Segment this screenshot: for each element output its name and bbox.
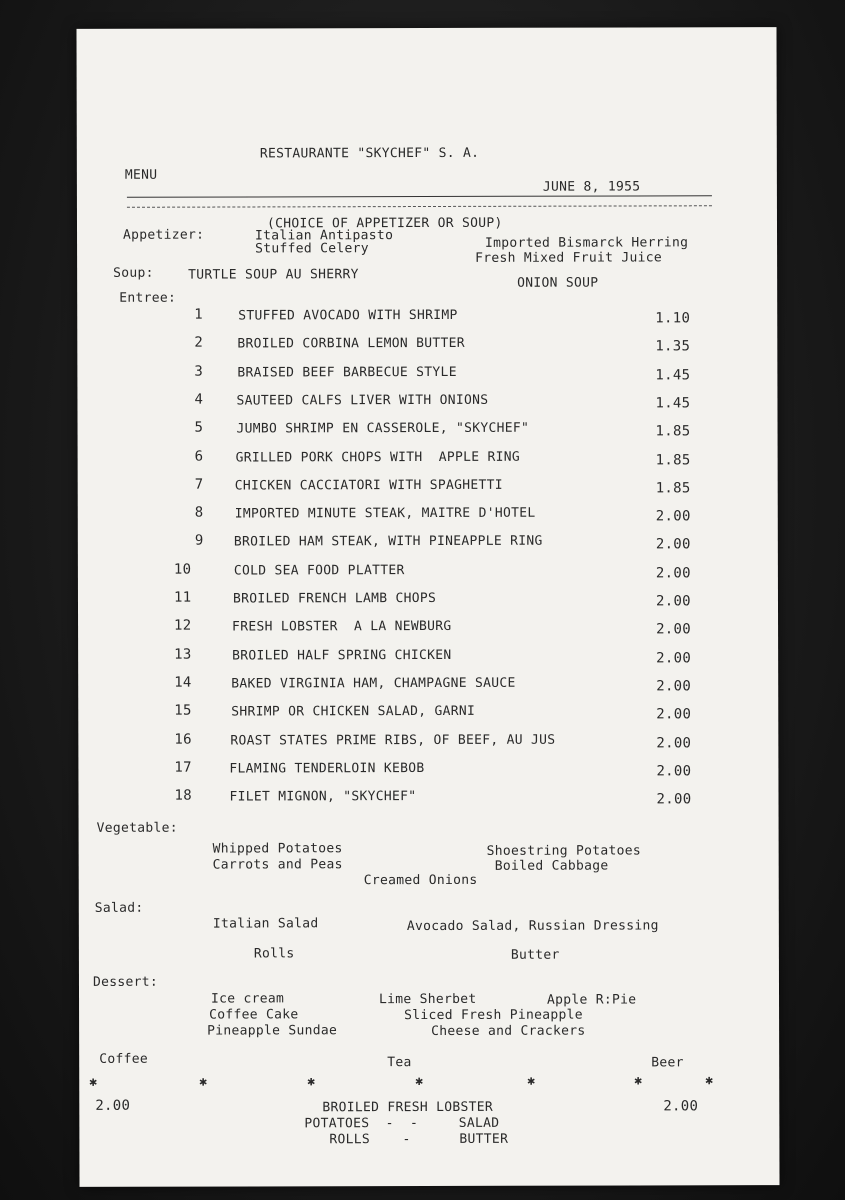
dessert-item: Ice cream bbox=[211, 991, 285, 1007]
entree-price: 1.85 bbox=[655, 423, 691, 440]
appetizer-item: Italian Antipasto bbox=[255, 228, 394, 244]
entree-name: ROAST STATES PRIME RIBS, OF BEEF, AU JUS bbox=[230, 732, 556, 749]
asterisk-icon: ✱ bbox=[307, 1074, 316, 1090]
entree-number: 3 bbox=[194, 363, 204, 380]
entree-number: 5 bbox=[194, 419, 204, 436]
drink-item: Beer bbox=[651, 1055, 684, 1071]
asterisk-icon: ✱ bbox=[89, 1074, 98, 1090]
salad-item: Butter bbox=[510, 947, 560, 963]
soup-label: Soup: bbox=[113, 265, 154, 281]
choice-note: (CHOICE OF APPETIZER OR SOUP) bbox=[266, 215, 503, 232]
entree-number: 6 bbox=[194, 448, 204, 465]
entree-name: JUMBO SHRIMP EN CASSEROLE, "SKYCHEF" bbox=[236, 420, 530, 437]
soup-item: ONION SOUP bbox=[517, 275, 599, 291]
vegetable-item: Whipped Potatoes bbox=[212, 841, 343, 857]
drink-item: Coffee bbox=[99, 1051, 148, 1067]
entree-number: 13 bbox=[174, 646, 192, 663]
salad-item: Italian Salad bbox=[212, 916, 319, 932]
special-price-left: 2.00 bbox=[95, 1097, 131, 1114]
special-line: POTATOES - - SALAD bbox=[304, 1115, 500, 1132]
entree-price: 1.85 bbox=[655, 452, 691, 469]
entree-number: 17 bbox=[174, 759, 192, 776]
drink-item: Tea bbox=[387, 1055, 412, 1071]
entree-name: FLAMING TENDERLOIN KEBOB bbox=[229, 761, 425, 777]
entree-name: STUFFED AVOCADO WITH SHRIMP bbox=[238, 307, 458, 324]
entree-name: BAKED VIRGINIA HAM, CHAMPAGNE SAUCE bbox=[231, 675, 516, 692]
entree-label: Entree: bbox=[119, 290, 177, 306]
header-rule bbox=[127, 195, 712, 198]
asterisk-icon: ✱ bbox=[527, 1073, 536, 1089]
dessert-item: Sliced Fresh Pineapple bbox=[404, 1007, 583, 1024]
asterisk-icon: ✱ bbox=[634, 1073, 643, 1089]
entree-name: FILET MIGNON, "SKYCHEF" bbox=[229, 789, 417, 805]
entree-price: 2.00 bbox=[655, 565, 691, 582]
entree-price: 2.00 bbox=[655, 536, 691, 553]
asterisk-icon: ✱ bbox=[199, 1074, 208, 1090]
entree-name: BRAISED BEEF BARBECUE STYLE bbox=[237, 364, 457, 381]
appetizer-item: Imported Bismarck Herring bbox=[485, 235, 689, 251]
entree-price: 1.10 bbox=[655, 310, 691, 327]
menu-label: MENU bbox=[124, 167, 158, 183]
entree-number: 9 bbox=[194, 532, 204, 549]
entree-price: 2.00 bbox=[656, 650, 692, 667]
entree-number: 18 bbox=[174, 787, 192, 804]
entree-number: 16 bbox=[174, 731, 192, 748]
entree-name: BROILED CORBINA LEMON BUTTER bbox=[237, 335, 465, 352]
entree-price: 1.35 bbox=[655, 338, 691, 355]
entree-number: 8 bbox=[194, 504, 204, 521]
asterisk-icon: ✱ bbox=[415, 1074, 424, 1090]
dessert-item: Coffee Cake bbox=[209, 1007, 299, 1023]
entree-name: SAUTEED CALFS LIVER WITH ONIONS bbox=[236, 392, 489, 409]
entree-name: SHRIMP OR CHICKEN SALAD, GARNI bbox=[231, 703, 476, 720]
entree-number: 11 bbox=[173, 589, 192, 606]
dessert-item: Pineapple Sundae bbox=[207, 1023, 338, 1039]
asterisk-icon: ✱ bbox=[705, 1073, 714, 1089]
appetizer-item: Fresh Mixed Fruit Juice bbox=[475, 250, 663, 266]
entree-price: 2.00 bbox=[656, 706, 692, 723]
entree-number: 1 bbox=[194, 306, 203, 323]
entree-price: 1.85 bbox=[655, 480, 691, 497]
special-price-right: 2.00 bbox=[663, 1098, 699, 1115]
entree-name: GRILLED PORK CHOPS WITH APPLE RING bbox=[235, 449, 521, 466]
entree-name: IMPORTED MINUTE STEAK, MAITRE D'HOTEL bbox=[234, 505, 536, 522]
dessert-label: Dessert: bbox=[92, 974, 159, 990]
salad-label: Salad: bbox=[94, 900, 144, 916]
menu-sheet bbox=[76, 27, 779, 1187]
entree-price: 2.00 bbox=[656, 678, 692, 695]
entree-price: 2.00 bbox=[656, 735, 692, 752]
header-dashed-rule bbox=[127, 205, 712, 208]
entree-number: 7 bbox=[194, 476, 204, 493]
salad-item: Avocado Salad, Russian Dressing bbox=[406, 918, 659, 935]
dessert-item: Cheese and Crackers bbox=[431, 1023, 586, 1039]
entree-price: 2.00 bbox=[656, 763, 692, 780]
entree-number: 15 bbox=[174, 702, 192, 719]
entree-number: 12 bbox=[174, 617, 192, 634]
entree-number: 4 bbox=[194, 391, 204, 408]
salad-item: Rolls bbox=[253, 946, 295, 962]
entree-name: FRESH LOBSTER A LA NEWBURG bbox=[232, 618, 452, 635]
entree-name: BROILED FRENCH LAMB CHOPS bbox=[232, 590, 437, 607]
vegetable-item: Carrots and Peas bbox=[212, 857, 343, 873]
entree-name: BROILED HALF SPRING CHICKEN bbox=[232, 647, 452, 664]
entree-price: 2.00 bbox=[655, 508, 691, 525]
entree-number: 2 bbox=[194, 334, 204, 351]
appetizer-item: Stuffed Celery bbox=[255, 241, 369, 257]
dessert-item: Apple R:Pie bbox=[547, 992, 637, 1008]
entree-number: 10 bbox=[173, 561, 192, 578]
entree-price: 2.00 bbox=[655, 593, 691, 610]
dessert-item: Lime Sherbet bbox=[379, 991, 477, 1008]
appetizer-label: Appetizer: bbox=[123, 227, 205, 243]
menu-date: JUNE 8, 1955 bbox=[542, 179, 641, 195]
vegetable-label: Vegetable: bbox=[96, 820, 178, 836]
vegetable-item: Shoestring Potatoes bbox=[486, 843, 642, 859]
vegetable-item: Creamed Onions bbox=[363, 872, 478, 889]
entree-price: 1.45 bbox=[655, 367, 691, 384]
vegetable-item: Boiled Cabbage bbox=[494, 858, 609, 874]
entree-price: 1.45 bbox=[655, 395, 691, 412]
restaurant-title: RESTAURANTE "SKYCHEF" S. A. bbox=[259, 145, 480, 162]
soup-item: TURTLE SOUP AU SHERRY bbox=[188, 267, 359, 283]
entree-price: 2.00 bbox=[656, 621, 692, 638]
entree-name: COLD SEA FOOD PLATTER bbox=[233, 563, 405, 579]
entree-price: 2.00 bbox=[656, 791, 692, 808]
entree-number: 14 bbox=[174, 674, 192, 691]
special-line: ROLLS - BUTTER bbox=[329, 1131, 509, 1148]
special-line: BROILED FRESH LOBSTER bbox=[322, 1099, 494, 1116]
entree-name: CHICKEN CACCIATORI WITH SPAGHETTI bbox=[234, 477, 503, 494]
entree-name: BROILED HAM STEAK, WITH PINEAPPLE RING bbox=[233, 533, 543, 550]
